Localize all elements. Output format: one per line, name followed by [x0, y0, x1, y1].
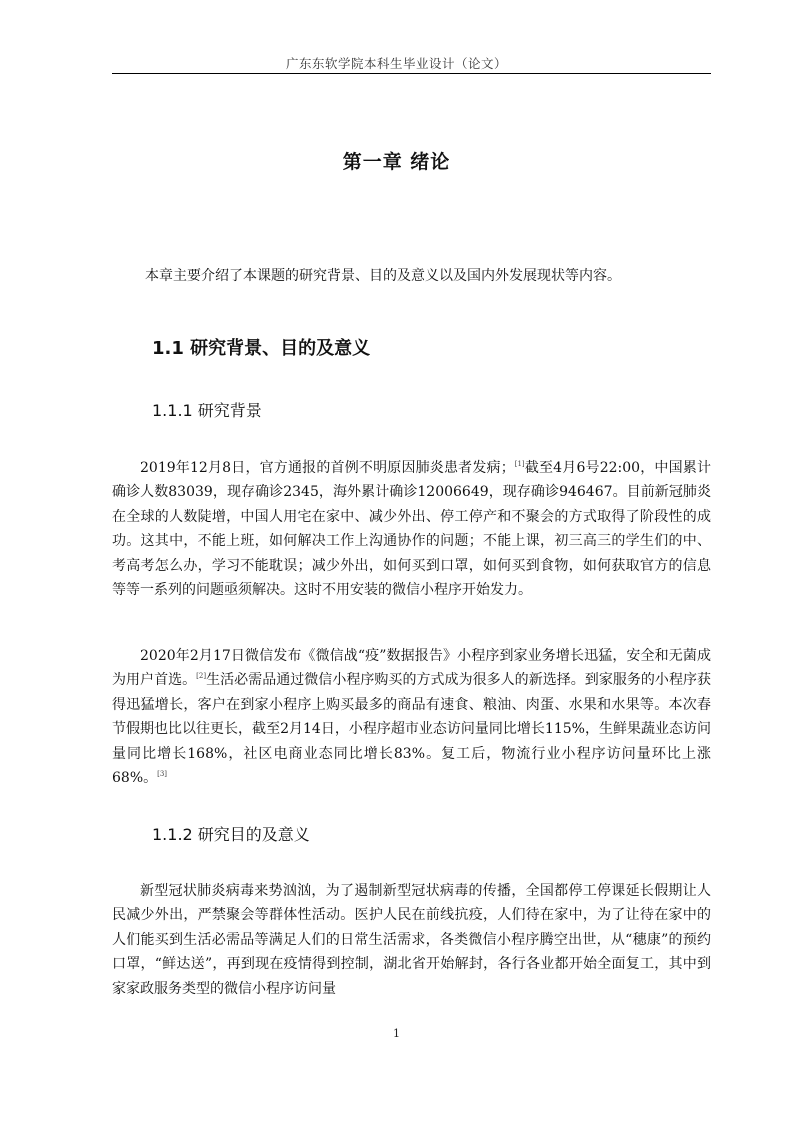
citation-ref[interactable]: [1] [514, 460, 525, 468]
paragraph-text: 生活必需品通过微信小程序购买的方式成为很多人的新选择。到家服务的小程序获得迅猛增长，客户在到家小程序上购买最多的商品有速食、粮油、肉蛋、水果和水果等。本次春节假期也比以往更长，截至2月14日，小程序超市业态访问量同比增长115%，生鲜果蔬业态访问量同比增长168%，社区电商业态同比增长83%。复工后，物流行业小程序访问量环比上涨68%。 [112, 672, 712, 787]
running-header: 广东东软学院本科生毕业设计（论文） [285, 56, 507, 71]
section-heading-1-1: 1.1 研究背景、目的及意义 [152, 338, 371, 359]
paragraph-text: 新型冠状肺炎病毒来势汹汹，为了遏制新型冠状病毒的传播，全国都停工停课延长假期让人民减少外出，严禁聚会等群体性活动。医护人民在前线抗疫，人们待在家中，为了让待在家中的人们能买到生活必需品等满足人们的日常生活需求，各类微信小程序腾空出世，从“穗康”的预约口罩，“鲜达送”，再到现在疫情得到控制，湖北省开始解封，各行各业都开始全面复工，其中到家家政服务类型的微信小程序访问量 [112, 883, 711, 997]
paragraph-background-1 [112, 456, 711, 602]
paragraph-background-2 [112, 644, 711, 790]
citation-ref[interactable]: [2] [196, 672, 207, 681]
citation-ref[interactable]: [3] [157, 770, 168, 779]
page-number: 1 [393, 1027, 400, 1040]
section-heading-1-1-2: 1.1.2 研究目的及意义 [152, 825, 310, 844]
chapter-title: 第一章 绪论 [342, 151, 451, 173]
paragraph-text: 2020年2月17日微信发布《微信战“疫”数据报告》小程序到家业务增长迅猛，安全和无菌成为用户首选。 [112, 648, 711, 689]
paragraph-text: 截至4月6号22:00，中国累计确诊人数83039，现存确诊2345，海外累计确诊12006649，现存确诊946467。目前新冠肺炎在全球的人数陡增，中国人用宅在家中、减少外出、停工停产和不聚会的方式取得了阶段性的成功。这其中，不能上班，如何解决工作上沟通协作的问题；不能上课，初三高三的学生们的中、考高考怎么办，学习不能耽误；减少外出，如何买到口罩，如何买到食物，如何获取官方的信息等等一系列的问题亟须解决。这时不用安装的微信小程序开始发力。 [112, 460, 711, 599]
header-rule [112, 73, 711, 74]
section-heading-1-1-1: 1.1.1 研究背景 [152, 401, 262, 420]
paragraph-text: 2019年12月8日，官方通报的首例不明原因肺炎患者发病； [140, 460, 515, 476]
paragraph-purpose-1 [112, 879, 711, 1001]
chapter-intro: 本章主要介绍了本课题的研究背景、目的及意义以及国内外发展现状等内容。 [145, 268, 621, 284]
